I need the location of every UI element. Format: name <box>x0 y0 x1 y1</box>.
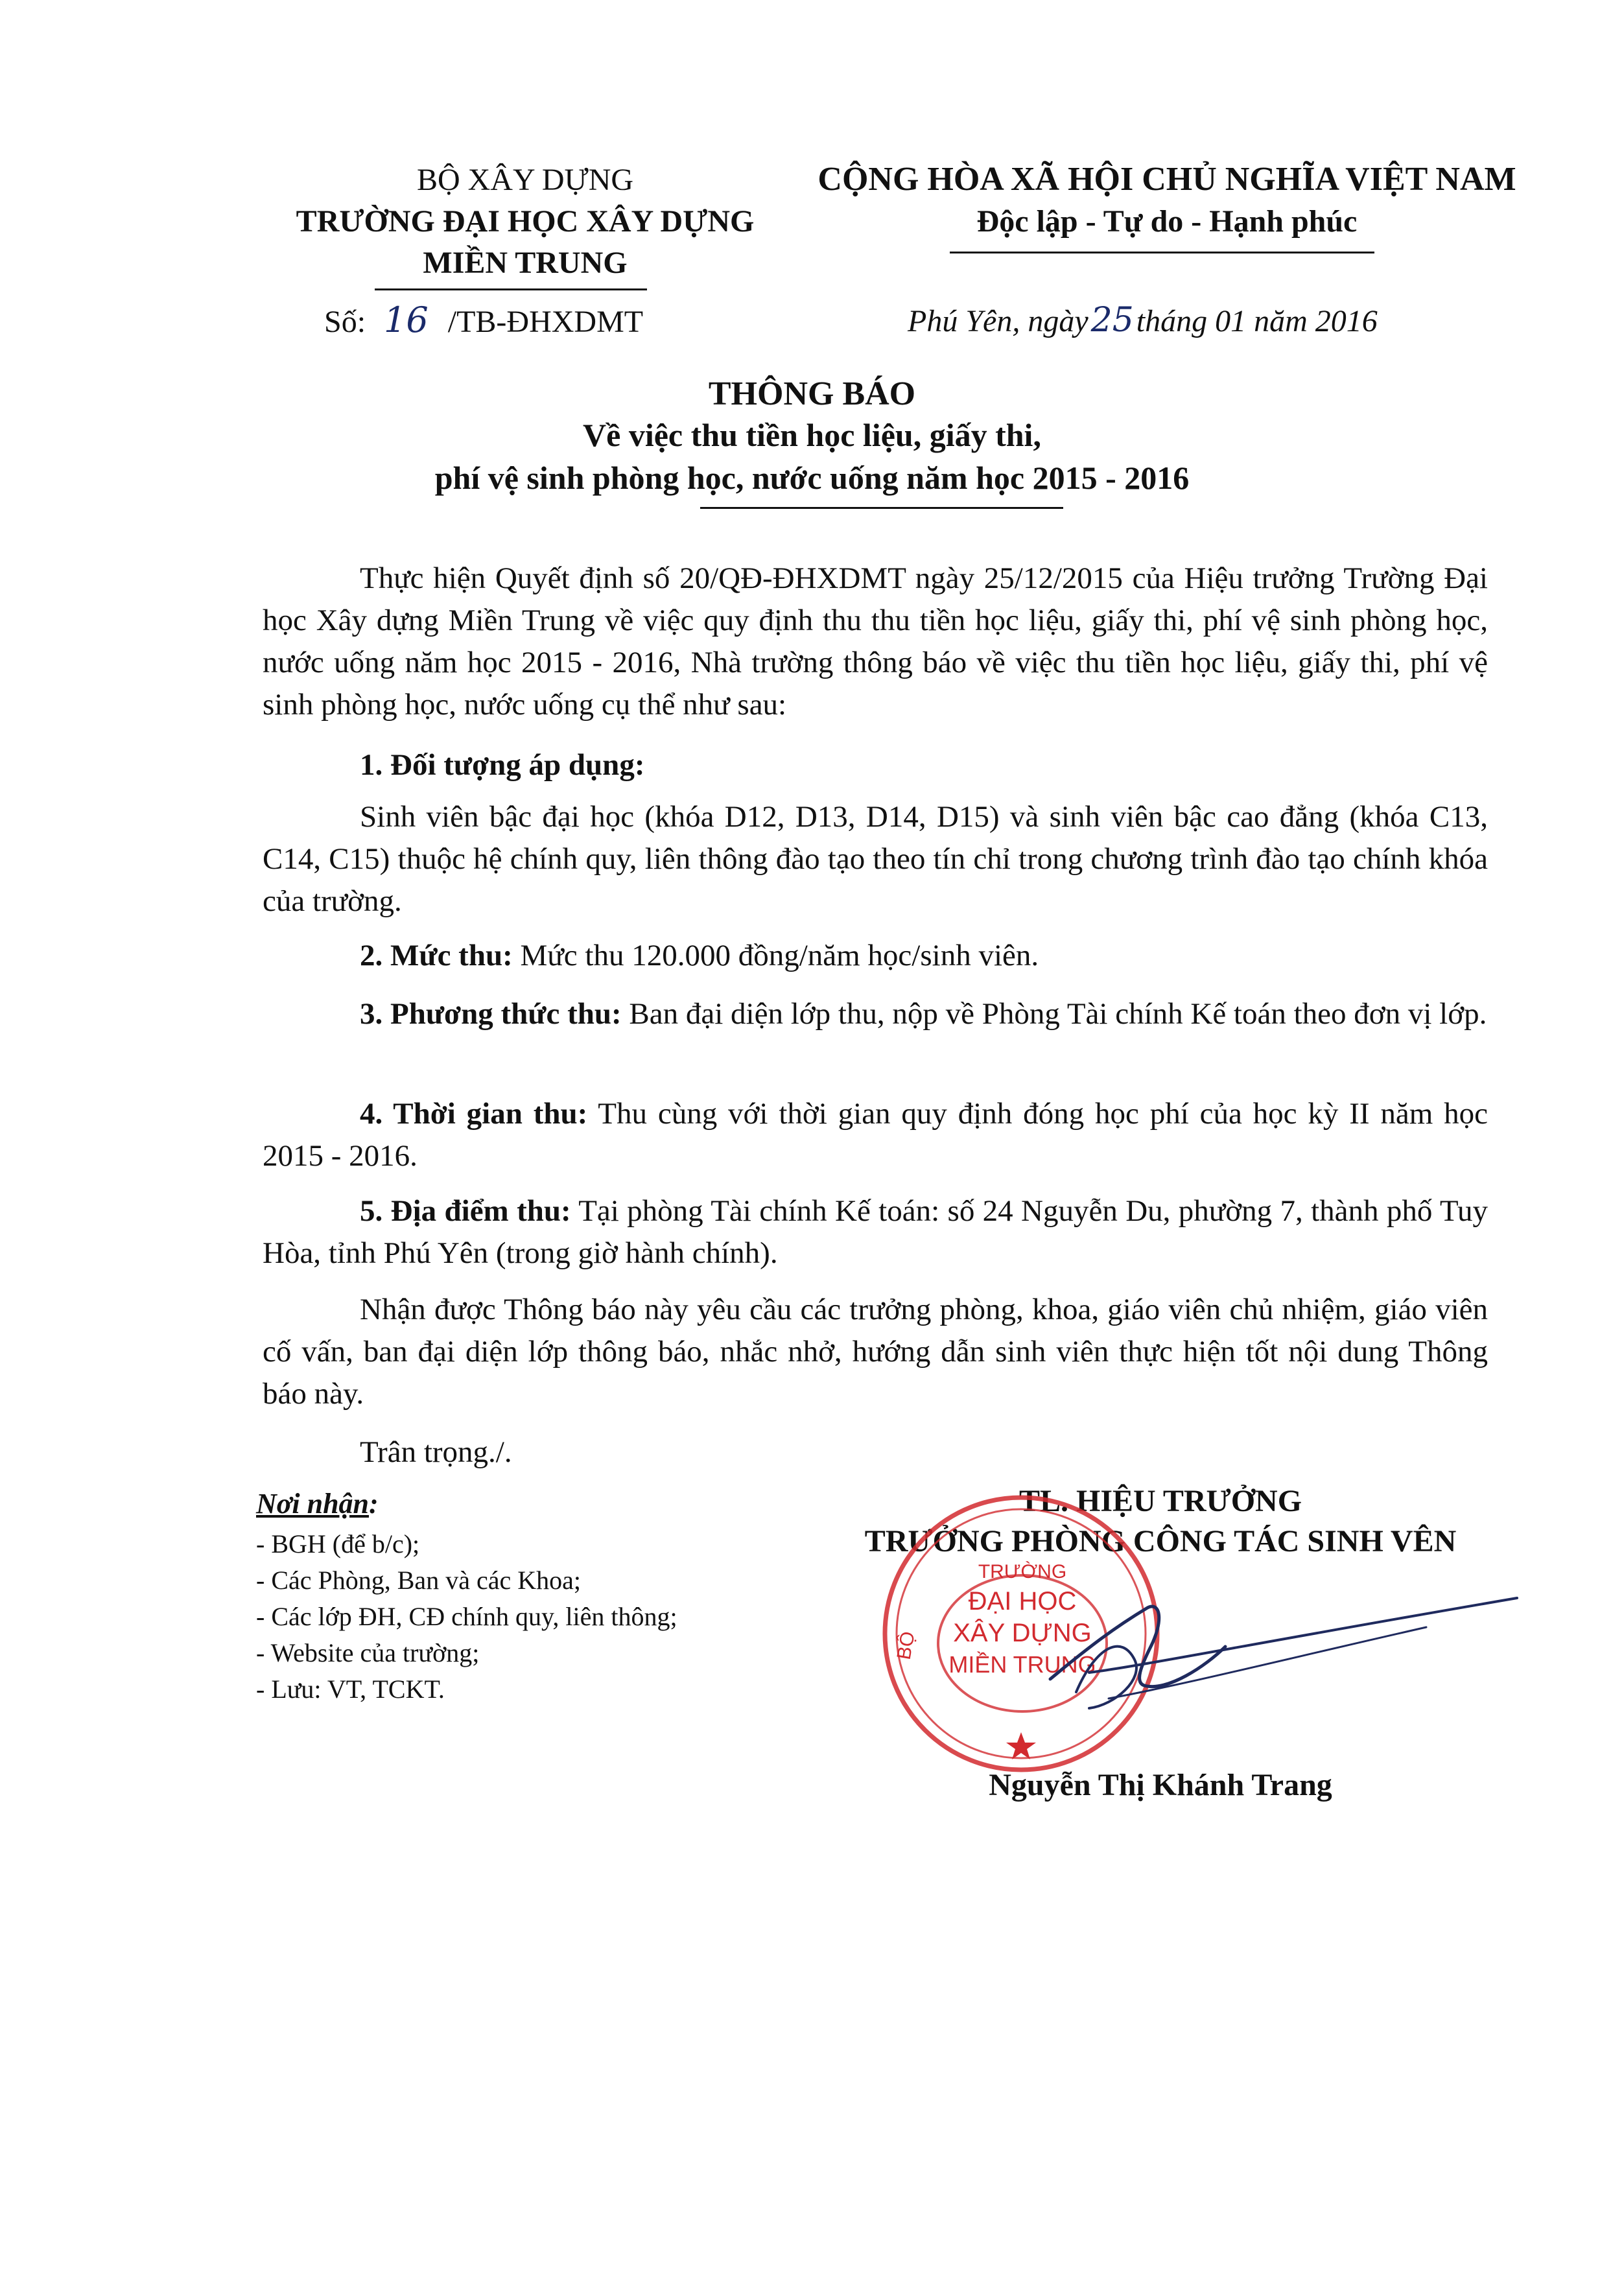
section-1-heading <box>263 744 1488 786</box>
section-5-paragraph <box>263 1190 1488 1275</box>
handwritten-signature <box>1011 1569 1530 1737</box>
notice-subtitle-1: Về việc thu tiền học liệu, giấy thi, <box>583 417 1041 453</box>
title-underline <box>700 507 1063 509</box>
section-3-text: Ban đại diện lớp thu, nộp về Phòng Tài chính Kế toán theo đơn vị lớp. <box>629 997 1487 1031</box>
section-1-paragraph <box>263 796 1488 923</box>
recipients-heading-colon: : <box>369 1488 379 1520</box>
recipients-list <box>256 1526 840 1708</box>
ministry-name: BỘ XÂY DỰNG <box>416 163 634 197</box>
closing-paragraph <box>263 1289 1488 1415</box>
section-1-label: 1. Đối tượng áp dụng: <box>360 748 645 782</box>
stamp-line-2: ĐẠI HỌC <box>968 1587 1077 1616</box>
recipients-heading <box>256 1485 379 1523</box>
country-name: CỘNG HÒA XÃ HỘI CHỦ NGHĨA VIỆT NAM <box>818 161 1516 198</box>
motto: Độc lập - Tự do - Hạnh phúc <box>976 204 1358 239</box>
number-suffix: /TB-ĐHXDMT <box>447 305 644 339</box>
notice-subtitle-2: phí vệ sinh phòng học, nước uống năm học 2015 - 2016 <box>434 460 1190 496</box>
intro-text: Thực hiện Quyết định số 20/QĐ-ĐHXDMT ngày 25/12/2015 của Hiệu trưởng Trường Đại học Xây dựng Miền Trung về việc quy định thu thu tiền học liệu, giấy thi, phí vệ sinh phòng học, nước uống năm học 2015 - 2016, Nhà trường thông báo về việc thu tiền học liệu, giấy thi, phí vệ sinh phòng học, nước uống cụ thể như sau: <box>263 561 1488 722</box>
notice-title: THÔNG BÁO <box>708 375 916 412</box>
number-prefix: Số: <box>324 305 366 339</box>
recipient-item: - Website của trường; <box>256 1638 480 1667</box>
recipient-item: - BGH (để b/c); <box>256 1529 420 1558</box>
section-5-text: Tại phòng Tài chính Kế toán: số 24 Nguyễn Du, phường 7, thành phố Tuy Hòa, tỉnh Phú Yên (trong giờ hành chính). <box>263 1194 1488 1270</box>
motto-underline <box>950 252 1374 253</box>
date-place <box>908 300 1491 342</box>
section-1-text: Sinh viên bậc đại học (khóa D12, D13, D14, D15) và sinh viên bậc cao đẳng (khóa C13, C14, C15) thuộc hệ chính quy, liên thông đào tạo theo tín chỉ trong chương trình đào tạo chính khóa của trường. <box>263 800 1488 918</box>
regards-line <box>263 1431 1488 1474</box>
regards-text: Trân trọng./. <box>360 1435 512 1469</box>
recipients-heading-text: Nơi nhận <box>256 1488 370 1520</box>
school-name-line2: MIỀN TRUNG <box>423 246 628 280</box>
section-4-text: Thu cùng với thời gian quy định đóng học phí của học kỳ II năm học 2015 - 2016. <box>263 1097 1489 1173</box>
section-4-label: 4. Thời gian thu: <box>360 1097 588 1131</box>
stamp-side-text: BỘ <box>893 1630 919 1662</box>
number-handwritten: 16 <box>384 300 429 340</box>
signature-title-2: TRƯỞNG PHÒNG CÔNG TÁC SINH VÊN <box>864 1524 1457 1558</box>
section-5-label: 5. Địa điểm thu: <box>360 1194 571 1228</box>
closing-text: Nhận được Thông báo này yêu cầu các trưởng phòng, khoa, giáo viên chủ nhiệm, giáo viên cố vấn, ban đại diện lớp thông báo, nhắc nhở, hướng dẫn sinh viên thực hiện tốt nội dung Thông báo này. <box>263 1293 1488 1411</box>
school-underline <box>375 288 647 290</box>
document-number <box>324 300 713 343</box>
date-place-text: Phú Yên, ngày <box>908 304 1089 338</box>
section-2-text: Mức thu 120.000 đồng/năm học/sinh viên. <box>520 939 1039 972</box>
stamp-line-3: XÂY DỰNG <box>953 1619 1092 1647</box>
section-3-label: 3. Phương thức thu: <box>360 997 622 1031</box>
recipient-item: - Lưu: VT, TCKT. <box>256 1675 445 1704</box>
school-name-line1: TRƯỜNG ĐẠI HỌC XÂY DỰNG <box>296 204 755 239</box>
stamp-line-1: TRƯỜNG <box>978 1561 1067 1582</box>
date-day-handwritten: 25 <box>1090 301 1134 340</box>
signer-name: Nguyễn Thị Khánh Trang <box>989 1768 1332 1802</box>
intro-paragraph <box>263 558 1488 726</box>
section-2-label: 2. Mức thu: <box>360 939 513 972</box>
date-rest: tháng 01 năm 2016 <box>1136 304 1378 338</box>
recipient-item: - Các lớp ĐH, CĐ chính quy, liên thông; <box>256 1602 677 1631</box>
recipient-item: - Các Phòng, Ban và các Khoa; <box>256 1566 581 1595</box>
section-2-paragraph <box>263 935 1488 977</box>
stamp-line-4: MIỀN TRUNG <box>948 1651 1096 1678</box>
section-3-paragraph <box>263 993 1488 1035</box>
signature-title-1: TL. HIỆU TRƯỞNG <box>1018 1484 1302 1518</box>
section-4-paragraph <box>263 1093 1488 1177</box>
